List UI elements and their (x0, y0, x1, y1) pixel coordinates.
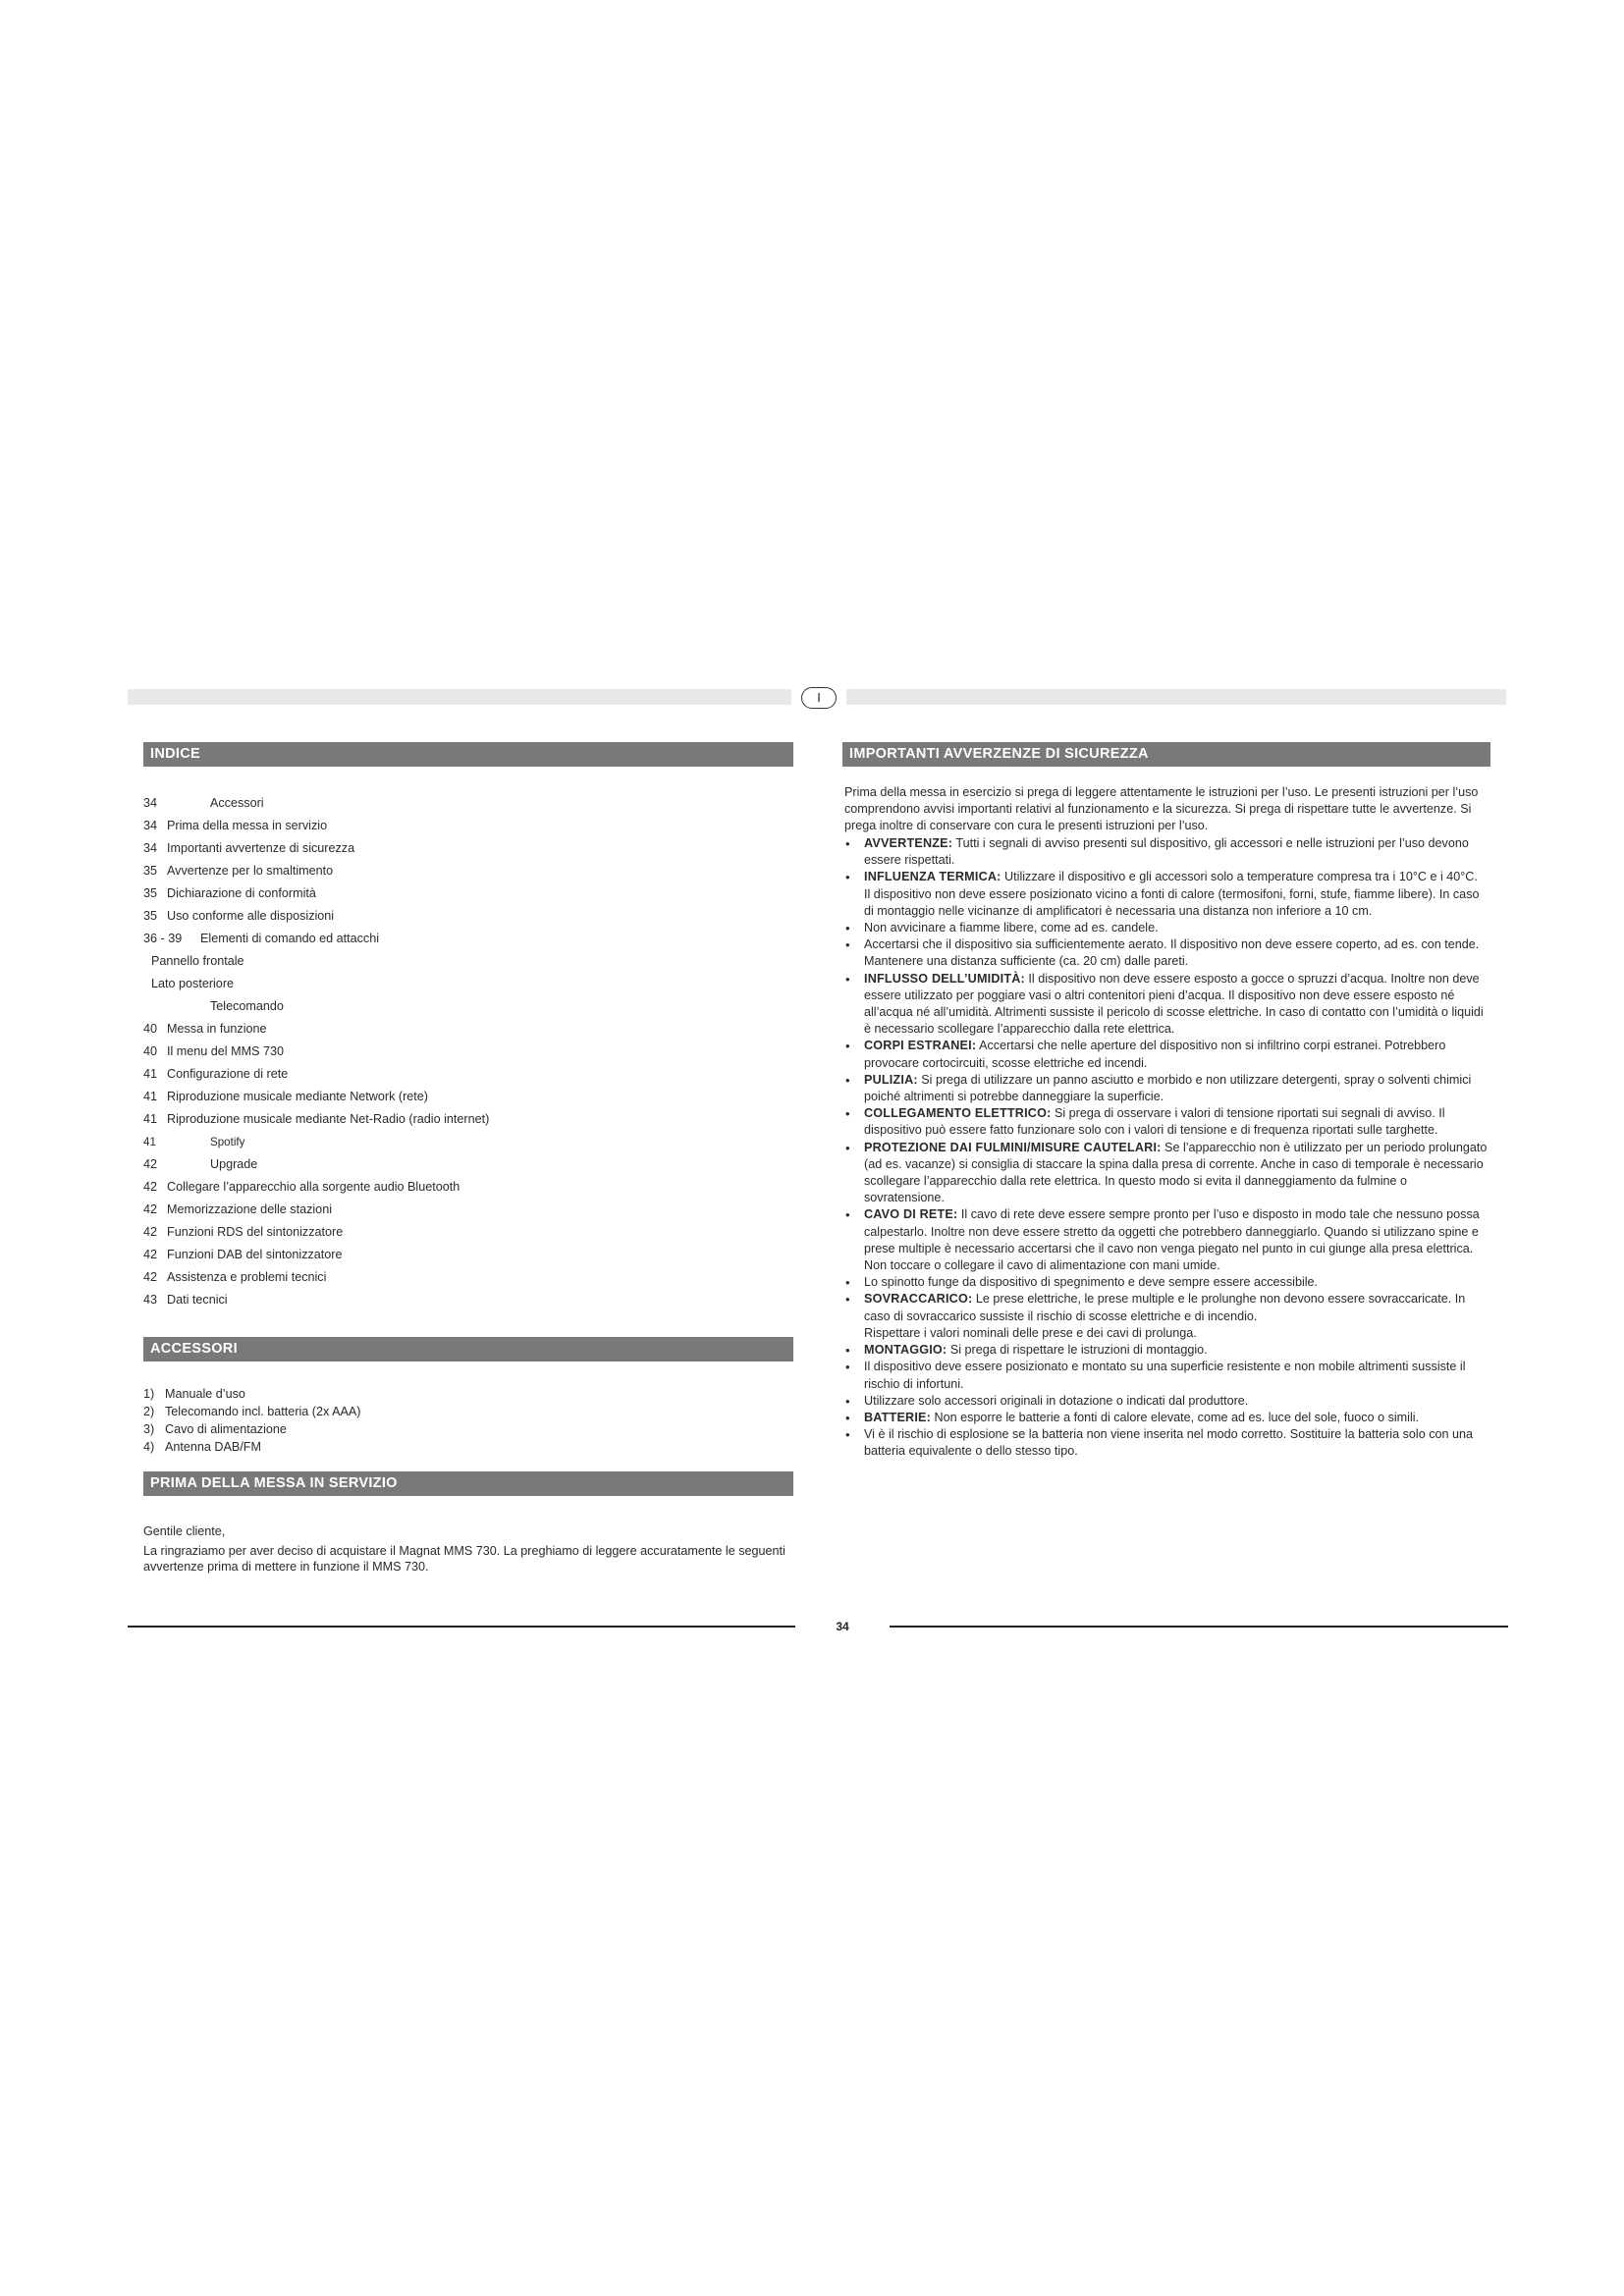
safety-item-label: CORPI ESTRANEI: (864, 1039, 977, 1053)
safety-item (842, 1206, 1490, 1274)
safety-item (842, 1274, 1490, 1291)
accessory-item (143, 1420, 793, 1438)
toc-page-number: 41 (143, 1090, 158, 1103)
toc-entry (143, 1176, 793, 1199)
index-header: INDICE (143, 742, 793, 767)
toc-entry (143, 1063, 793, 1086)
toc-entry (143, 1018, 793, 1041)
safety-item-text: Non esporre le batterie a fonti di calore elevate, come ad es. luce del sole, fuoco o simili. (931, 1410, 1420, 1424)
toc-label: Riproduzione musicale mediante Net-Radio (radio internet) (167, 1112, 490, 1126)
safety-item (842, 920, 1490, 936)
toc-entry (143, 1131, 793, 1153)
bullet-icon: • (845, 1072, 850, 1088)
toc-label: Uso conforme alle disposizioni (167, 909, 335, 923)
before-use-body: La ringraziamo per aver deciso di acquistare il Magnat MMS 730. La preghiamo di leggere accuratamente le seguenti avvertenze prima di mettere in funzione il MMS 730. (143, 1543, 785, 1574)
safety-item (842, 1342, 1490, 1359)
bottom-rule-left (128, 1626, 795, 1628)
safety-item-text: Se l’apparecchio non è utilizzato per un periodo prolungato (ad es. vacanze) si consiglia di staccare la spina dalla presa di corrente. Anche in caso di temporale è necessario scollegare l’apparecchio dalla rete elettrica. In questo modo si evita il danneggiamento da fulmine o sovratensione. (864, 1140, 1488, 1205)
toc-entry (143, 1108, 793, 1131)
safety-header: IMPORTANTI AVVERZENZE DI SICUREZZA (842, 742, 1490, 767)
toc-label: Funzioni RDS del sintonizzatore (167, 1225, 344, 1239)
safety-item-text: Utilizzare solo accessori originali in dotazione o indicati dal produttore. (864, 1393, 1249, 1408)
toc-page-number: 42 (143, 1180, 158, 1194)
safety-item-label: AVVERTENZE: (864, 836, 953, 850)
toc-page-number: 34 (143, 841, 158, 855)
toc-entry (143, 973, 793, 995)
safety-item-text: Si prega di utilizzare un panno asciutto e morbido e non utilizzare detergenti, spray o solventi chimici poiché altrimenti si potrebbe danneggiare la superficie. (864, 1072, 1472, 1104)
safety-item-text: Le prese elettriche, le prese multiple e le prolunghe non devono essere sovraccaricate. In caso di sovraccarico sussiste il rischio di scosse elettriche e di incendio. (864, 1292, 1466, 1323)
toc-page-number: 42 (143, 1248, 158, 1261)
toc-page-number: 42 (143, 1225, 158, 1239)
bullet-icon: • (845, 1427, 850, 1443)
before-use-text (143, 1523, 793, 1575)
bullet-icon: • (845, 870, 850, 885)
table-of-contents (143, 792, 793, 1311)
toc-label: Il menu del MMS 730 (167, 1044, 284, 1058)
safety-item-text: Tutti i segnali di avviso presenti sul dispositivo, gli accessori e nelle istruzioni per l’uso devono essere rispettati. (864, 836, 1469, 868)
accessory-number: 3) (143, 1422, 155, 1436)
safety-item (842, 1038, 1490, 1071)
toc-entry (143, 1221, 793, 1244)
toc-label: Telecomando (210, 999, 284, 1013)
accessory-number: 4) (143, 1440, 155, 1454)
top-rule-left (128, 689, 791, 705)
safety-intro: Prima della messa in esercizio si prega di leggere attentamente le istruzioni per l’uso. Le presenti istruzioni per l’uso comprendono avvisi importanti relativi al funzionamento e la sicurezza. Si prega di rispettare tutte le avvertenze. Si prega inoltre di conservare con cura le presenti istruzioni per l’uso. (844, 785, 1479, 832)
toc-page-number: 34 (143, 796, 158, 810)
top-rule-right (846, 689, 1506, 705)
accessories-header: ACCESSORI (143, 1337, 793, 1362)
toc-page-number: 36 - 39 (143, 932, 183, 945)
safety-list (842, 835, 1490, 1461)
safety-item-label: CAVO DI RETE: (864, 1207, 958, 1222)
safety-item (842, 1426, 1490, 1460)
toc-entry (143, 1086, 793, 1108)
accessory-text: Telecomando incl. batteria (2x AAA) (165, 1405, 361, 1418)
toc-page-number: 42 (143, 1202, 158, 1216)
bullet-icon: • (845, 1360, 850, 1375)
safety-item-extra: Il dispositivo non deve essere posizionato vicino a fonti di calore (termosifoni, forni, stufe, fiamme libere). In caso di montaggio nelle vicinanze di amplificatori è necessaria una distanza non inferiore a 10 cm. (864, 886, 1480, 918)
safety-item-label: COLLEGAMENTO ELETTRICO: (864, 1106, 1052, 1121)
safety-item (842, 1072, 1490, 1105)
toc-label: Accessori (210, 796, 264, 810)
toc-label: Prima della messa in servizio (167, 819, 328, 832)
safety-item-label: PULIZIA: (864, 1072, 918, 1087)
toc-entry (143, 995, 793, 1018)
accessory-item (143, 1385, 793, 1403)
safety-item (842, 936, 1490, 970)
toc-label: Upgrade (210, 1157, 258, 1171)
toc-label: Dichiarazione di conformità (167, 886, 316, 900)
safety-item-text: Il cavo di rete deve essere sempre pronto per l’uso e disposto in modo tale che nessuno possa calpestarlo. Inoltre non deve essere stretto da oggetti che potrebbero danneggiarlo. Quando si utilizzano spine e prese multiple è necessario accertarsi che il cavo non venga piegato nel punto in cui giunge alla presa elettrica. Non toccare o collegare il cavo di alimentazione con mani umide. (864, 1207, 1480, 1273)
safety-item-text: Non avvicinare a fiamme libere, come ad es. candele. (864, 921, 1159, 935)
left-column (143, 742, 793, 1575)
safety-item (842, 1291, 1490, 1342)
toc-page-number: 35 (143, 909, 158, 923)
bullet-icon: • (845, 1410, 850, 1425)
safety-item (842, 1393, 1490, 1410)
bullet-icon: • (845, 1207, 850, 1223)
safety-item (842, 835, 1490, 869)
toc-page-number: 41 (143, 1067, 158, 1081)
toc-entry (143, 928, 793, 950)
toc-label: Funzioni DAB del sintonizzatore (167, 1248, 343, 1261)
toc-entry (143, 1244, 793, 1266)
greeting: Gentile cliente, (143, 1524, 226, 1538)
bullet-icon: • (845, 1140, 850, 1155)
toc-label: Assistenza e problemi tecnici (167, 1270, 327, 1284)
accessory-number: 1) (143, 1387, 155, 1401)
safety-item-text: Il dispositivo deve essere posizionato e montato su una superficie resistente e non mobile altrimenti sussiste il rischio di infortuni. (864, 1360, 1466, 1391)
safety-item-text: Si prega di rispettare le istruzioni di montaggio. (947, 1343, 1208, 1358)
toc-label: Elementi di comando ed attacchi (200, 932, 380, 945)
safety-item (842, 1359, 1490, 1392)
safety-item-text: Il dispositivo non deve essere esposto a gocce o spruzzi d’acqua. Inoltre non deve essere utilizzato per poggiare vasi o altri contenitori pieni d’acqua. Il dispositivo non deve essere esposto né all’acqua né all’umidità. Altrimenti sussiste il pericolo di scosse elettriche. In caso di contatto con l’umidità o liquidi è necessario scollegare l’apparecchio dalla rete elettrica. (864, 971, 1484, 1037)
toc-page-number: 40 (143, 1044, 158, 1058)
toc-entry (143, 950, 793, 973)
toc-label: Configurazione di rete (167, 1067, 289, 1081)
toc-entry (143, 1289, 793, 1311)
safety-item-text: Si prega di osservare i valori di tensione riportati sui segnali di avviso. Il dispositivo può essere fatto funzionare solo con i valori di tensione e di frequenza riportati sulle targhette. (864, 1106, 1445, 1138)
toc-entry (143, 860, 793, 882)
safety-item (842, 1410, 1490, 1426)
accessory-item (143, 1438, 793, 1456)
safety-item (842, 1105, 1490, 1139)
accessory-number: 2) (143, 1405, 155, 1418)
toc-entry (143, 1041, 793, 1063)
toc-label: Lato posteriore (151, 977, 235, 990)
bullet-icon: • (845, 937, 850, 953)
right-column (842, 742, 1490, 1461)
toc-page-number: 42 (143, 1157, 158, 1171)
safety-item (842, 1140, 1490, 1207)
accessory-text: Cavo di alimentazione (165, 1422, 287, 1436)
safety-item-extra: Rispettare i valori nominali delle prese e dei cavi di prolunga. (864, 1325, 1197, 1340)
toc-entry (143, 882, 793, 905)
toc-label: Spotify (210, 1136, 245, 1148)
toc-page-number: 41 (143, 1112, 158, 1126)
language-badge: I (801, 687, 837, 709)
page-number: 34 (836, 1620, 849, 1633)
toc-label: Dati tecnici (167, 1293, 228, 1307)
safety-item-text: Accertarsi che nelle aperture del dispositivo non si infiltrino corpi estranei. Potrebbero provocare cortocircuiti, scosse elettriche ed incendi. (864, 1039, 1446, 1070)
bullet-icon: • (845, 1343, 850, 1359)
toc-page-number: 41 (143, 1136, 156, 1148)
safety-item (842, 869, 1490, 920)
before-use-header: PRIMA DELLA MESSA IN SERVIZIO (143, 1471, 793, 1496)
toc-page-number: 40 (143, 1022, 158, 1036)
safety-item-text: Utilizzare il dispositivo e gli accessori solo a temperature compresa tra i 10°C e i 40°C. (1001, 870, 1478, 884)
toc-page-number: 43 (143, 1293, 158, 1307)
accessory-text: Manuale d’uso (165, 1387, 245, 1401)
toc-entry (143, 1199, 793, 1221)
safety-item-label: BATTERIE: (864, 1410, 932, 1424)
bullet-icon: • (845, 971, 850, 987)
toc-entry (143, 1153, 793, 1176)
bottom-rule-right (890, 1626, 1508, 1628)
safety-item-label: INFLUSSO DELL’UMIDITÀ: (864, 971, 1025, 986)
toc-page-number: 35 (143, 886, 158, 900)
toc-entry (143, 815, 793, 837)
accessory-item (143, 1403, 793, 1420)
bullet-icon: • (845, 1292, 850, 1308)
toc-label: Collegare l’apparecchio alla sorgente audio Bluetooth (167, 1180, 460, 1194)
toc-entry (143, 905, 793, 928)
toc-page-number: 35 (143, 864, 158, 878)
toc-label: Avvertenze per lo smaltimento (167, 864, 334, 878)
bullet-icon: • (845, 836, 850, 851)
toc-label: Messa in funzione (167, 1022, 267, 1036)
toc-page-number: 42 (143, 1270, 158, 1284)
safety-item-label: MONTAGGIO: (864, 1343, 947, 1358)
bullet-icon: • (845, 1106, 850, 1122)
accessory-text: Antenna DAB/FM (165, 1440, 261, 1454)
toc-entry (143, 837, 793, 860)
safety-item (842, 971, 1490, 1039)
safety-item-label: PROTEZIONE DAI FULMINI/MISURE CAUTELARI: (864, 1140, 1162, 1154)
bullet-icon: • (845, 1275, 850, 1291)
toc-page-number: 34 (143, 819, 158, 832)
safety-item-text: Lo spinotto funge da dispositivo di spegnimento e deve sempre essere accessibile. (864, 1275, 1319, 1290)
bullet-icon: • (845, 921, 850, 936)
toc-label: Pannello frontale (151, 954, 244, 968)
safety-item-label: INFLUENZA TERMICA: (864, 870, 1001, 884)
toc-entry (143, 792, 793, 815)
bullet-icon: • (845, 1393, 850, 1409)
safety-item-text: Vi è il rischio di esplosione se la batteria non viene inserita nel modo corretto. Sostituire la batteria solo con una batteria equivalente o dello stesso tipo. (864, 1427, 1474, 1459)
toc-label: Memorizzazione delle stazioni (167, 1202, 332, 1216)
bullet-icon: • (845, 1039, 850, 1054)
safety-item-text: Accertarsi che il dispositivo sia sufficientemente aerato. Il dispositivo non deve essere coperto, ad es. con tende. Mantenere una distanza sufficiente (ca. 20 cm) dalle pareti. (864, 937, 1480, 969)
toc-label: Riproduzione musicale mediante Network (rete) (167, 1090, 428, 1103)
toc-label: Importanti avvertenze di sicurezza (167, 841, 355, 855)
safety-item-label: SOVRACCARICO: (864, 1292, 973, 1307)
accessories-list (143, 1385, 793, 1456)
toc-entry (143, 1266, 793, 1289)
